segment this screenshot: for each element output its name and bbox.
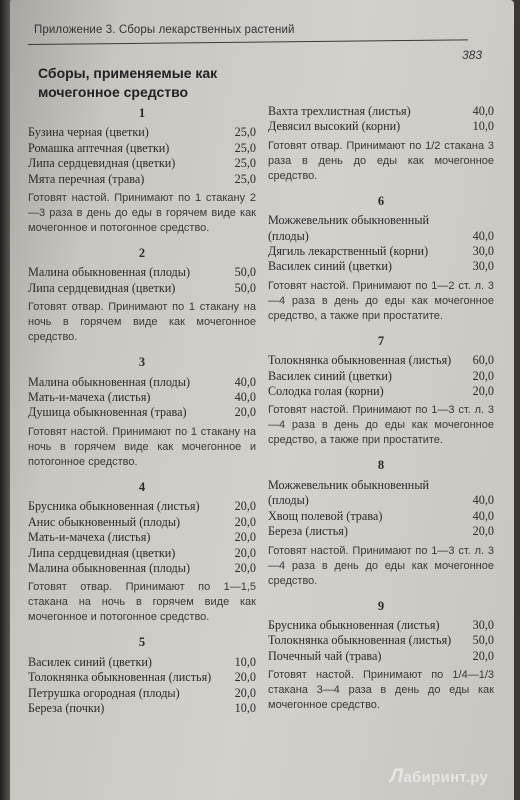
ingredient-name: Почечный чай (трава) (268, 648, 382, 663)
ingredient-name: Василек синий (цветки) (268, 368, 392, 383)
ingredient-amount: 20,0 (234, 670, 256, 685)
ingredient-amount: 50,0 (234, 280, 256, 295)
recipe-number: 3 (138, 355, 146, 370)
recipe-block (28, 480, 256, 625)
ingredient-row (28, 281, 256, 296)
ingredient-amount: 25,0 (234, 140, 256, 155)
recipe-block (28, 355, 256, 470)
recipe-number: 7 (377, 333, 385, 348)
preparation-note: Готовят отвар. Принимают по 1 стакану на ночь в горячем виде как мочегонное средство. (28, 301, 256, 344)
ingredient-name: Дягиль лекарственный (корни) (268, 244, 429, 259)
ingredient-amount: 25,0 (234, 125, 256, 140)
ingredient-amount: 20,0 (234, 405, 256, 420)
ingredient-row (268, 524, 494, 539)
preparation-note: Готовят настой. Принимают по 1—3 ст. л. 3—4 раза в день до еды как мочегонное средство. (268, 544, 494, 587)
ingredient-amount: 10,0 (234, 700, 256, 715)
ingredient-name: Брусника обыкновенная (листья) (268, 617, 440, 632)
ingredient-row (268, 509, 494, 524)
ingredient-amount: 40,0 (472, 104, 494, 118)
recipe-number: 4 (138, 479, 146, 494)
preparation-note: Готовят настой. Принимают по 1—3 ст. л. 3—4 раза в день до еды как мочегонное средство, а также при простатите. (268, 404, 494, 447)
ingredient-row (28, 655, 256, 670)
ingredient-name: Мята перечная (трава) (28, 171, 145, 186)
ingredient-row (28, 390, 256, 405)
ingredient-row (28, 530, 256, 545)
ingredient-row (268, 353, 494, 368)
recipe-number: 8 (377, 458, 385, 473)
ingredient-name: Можжевельник обыкновенный (плоды) (268, 477, 430, 508)
ingredient-name: Брусника обыкновенная (листья) (28, 499, 200, 514)
ingredient-row (268, 649, 494, 664)
preparation-note: Готовят настой. Принимают по 1 стакану на ночь в горячем виде как мочегонное и потогонное средство. (28, 425, 256, 468)
ingredient-name: Ромашка аптечная (цветки) (28, 140, 170, 155)
ingredient-name: Василек синий (цветки) (28, 654, 152, 669)
ingredient-name: Девясил высокий (корни) (268, 119, 401, 134)
ingredient-amount: 20,0 (472, 648, 494, 663)
ingredient-row (28, 670, 256, 685)
ingredient-row (28, 172, 256, 187)
ingredient-name: Можжевельник обыкновенный (плоды) (268, 213, 430, 243)
ingredient-row (268, 633, 494, 648)
watermark (390, 766, 488, 788)
recipe-block (268, 599, 494, 714)
ingredient-name: Липа сердцевидная (цветки) (28, 280, 176, 295)
ingredient-row (268, 213, 494, 244)
ingredient-amount: 20,0 (472, 384, 494, 399)
ingredient-row (28, 561, 256, 576)
ingredient-amount: 20,0 (234, 499, 256, 514)
ingredient-row (28, 546, 256, 561)
ingredient-amount: 20,0 (234, 514, 256, 529)
recipe-number: 9 (377, 598, 385, 613)
ingredient-amount: 20,0 (472, 368, 494, 383)
recipe-number: 1 (138, 106, 146, 120)
ingredient-name: Толокнянка обыкновенная (листья) (268, 633, 452, 648)
preparation-note: Готовят отвар. Принимают по 1/2 стакана 3 раза в день до еды как мочегонное средство. (268, 139, 494, 182)
recipe-block (28, 635, 256, 716)
ingredient-row (268, 104, 494, 119)
ingredient-row (28, 701, 256, 716)
ingredient-name: Мать-и-мачеха (листья) (28, 390, 151, 405)
preparation-note: Готовят настой. Принимают по 1/4—1/3 стакана 3—4 раза в день до еды как мочегонное средство. (268, 669, 494, 712)
ingredient-amount: 25,0 (234, 171, 256, 186)
ingredient-name: Малина обыкновенная (плоды) (28, 560, 191, 575)
ingredient-amount: 20,0 (234, 685, 256, 700)
ingredient-row (28, 125, 256, 140)
ingredient-amount: 40,0 (472, 508, 494, 523)
ingredient-name: Солодка голая (корни) (268, 384, 384, 399)
ingredient-name: Толокнянка обыкновенная (листья) (28, 670, 212, 685)
ingredient-row (28, 686, 256, 701)
ingredient-name: Береза (листья) (268, 524, 348, 539)
ingredient-name: Вахта трехлистная (листья) (268, 104, 411, 118)
ingredient-name: Василек синий (цветки) (268, 259, 392, 274)
recipe-block (28, 246, 256, 345)
ingredient-amount: 25,0 (234, 156, 256, 171)
ingredient-amount: 10,0 (234, 654, 256, 669)
ingredient-amount: 40,0 (234, 390, 256, 405)
ingredient-name: Мать-и-мачеха (листья) (28, 530, 151, 545)
ingredient-name: Хвощ полевой (трава) (268, 508, 383, 523)
ingredient-row (268, 369, 494, 384)
recipe-block (268, 104, 494, 184)
ingredient-name: Толокнянка обыкновенная (листья) (268, 353, 452, 368)
ingredient-row (28, 515, 256, 530)
ingredient-row (28, 499, 256, 514)
ingredient-amount: 50,0 (472, 633, 494, 648)
preparation-note: Готовят отвар. Принимают по 1—1,5 стакана на ночь в горячем виде как мочегонное и потогонное средство. (28, 581, 256, 624)
ingredient-row (28, 265, 256, 280)
recipe-number: 6 (377, 193, 385, 208)
ingredient-row (268, 259, 494, 274)
section-title: Сборы, применяемые как мочегонное средство (38, 65, 218, 100)
right-column (268, 104, 494, 723)
ingredient-amount: 20,0 (234, 530, 256, 545)
ingredient-row (268, 244, 494, 259)
recipe-block (268, 334, 494, 449)
ingredient-name: Липа сердцевидная (цветки) (28, 156, 176, 171)
ingredient-amount: 20,0 (472, 524, 494, 539)
ingredient-amount: 30,0 (472, 259, 494, 274)
recipe-block (28, 106, 256, 236)
ingredient-name: Бузина черная (цветки) (28, 125, 149, 140)
ingredient-name: Петрушка огородная (плоды) (28, 685, 180, 700)
ingredient-amount: 40,0 (472, 493, 494, 508)
ingredient-amount: 30,0 (472, 617, 494, 632)
ingredient-amount: 60,0 (472, 353, 494, 368)
book-page (10, 0, 514, 800)
recipe-number: 5 (138, 635, 146, 650)
ingredient-amount: 40,0 (234, 374, 256, 389)
ingredient-name: Малина обыкновенная (плоды) (28, 265, 191, 280)
ingredient-amount: 20,0 (234, 560, 256, 575)
ingredient-row (268, 618, 494, 633)
ingredient-amount: 10,0 (472, 119, 494, 134)
header-rule (28, 39, 468, 45)
preparation-note: Готовят настой. Принимают по 1—2 ст. л. 3—4 раза в день до еды как мочегонное средство, а также при простатите. (268, 279, 494, 322)
left-column (28, 100, 256, 716)
ingredient-name: Анис обыкновенный (плоды) (28, 514, 181, 529)
watermark-text: абиринт.ру (403, 769, 489, 786)
page-number: 383 (462, 48, 483, 62)
ingredient-amount: 20,0 (234, 545, 256, 560)
ingredient-amount: 40,0 (472, 228, 494, 243)
watermark-logo: Л (390, 766, 404, 787)
ingredient-row (28, 156, 256, 171)
recipe-block (268, 458, 494, 588)
ingredient-row (268, 384, 494, 399)
ingredient-name: Малина обыкновенная (плоды) (28, 374, 191, 389)
ingredient-name: Душица обыкновенная (трава) (28, 405, 187, 420)
recipe-block (268, 194, 494, 324)
preparation-note: Готовят настой. Принимают по 1 стакану 2—3 раза в день до еды в горячем виде как мочегонное и потогонное средство. (28, 192, 256, 235)
ingredient-amount: 30,0 (472, 244, 494, 259)
ingredient-row (28, 375, 256, 390)
running-header: Приложение 3. Сборы лекарственных растений (34, 24, 295, 36)
ingredient-row (268, 119, 494, 134)
ingredient-name: Береза (почки) (28, 700, 105, 715)
ingredient-row (28, 141, 256, 156)
ingredient-name: Липа сердцевидная (цветки) (28, 545, 176, 560)
recipe-number: 2 (138, 246, 146, 261)
ingredient-amount: 50,0 (234, 265, 256, 280)
ingredient-row (268, 478, 494, 509)
ingredient-row (28, 405, 256, 420)
